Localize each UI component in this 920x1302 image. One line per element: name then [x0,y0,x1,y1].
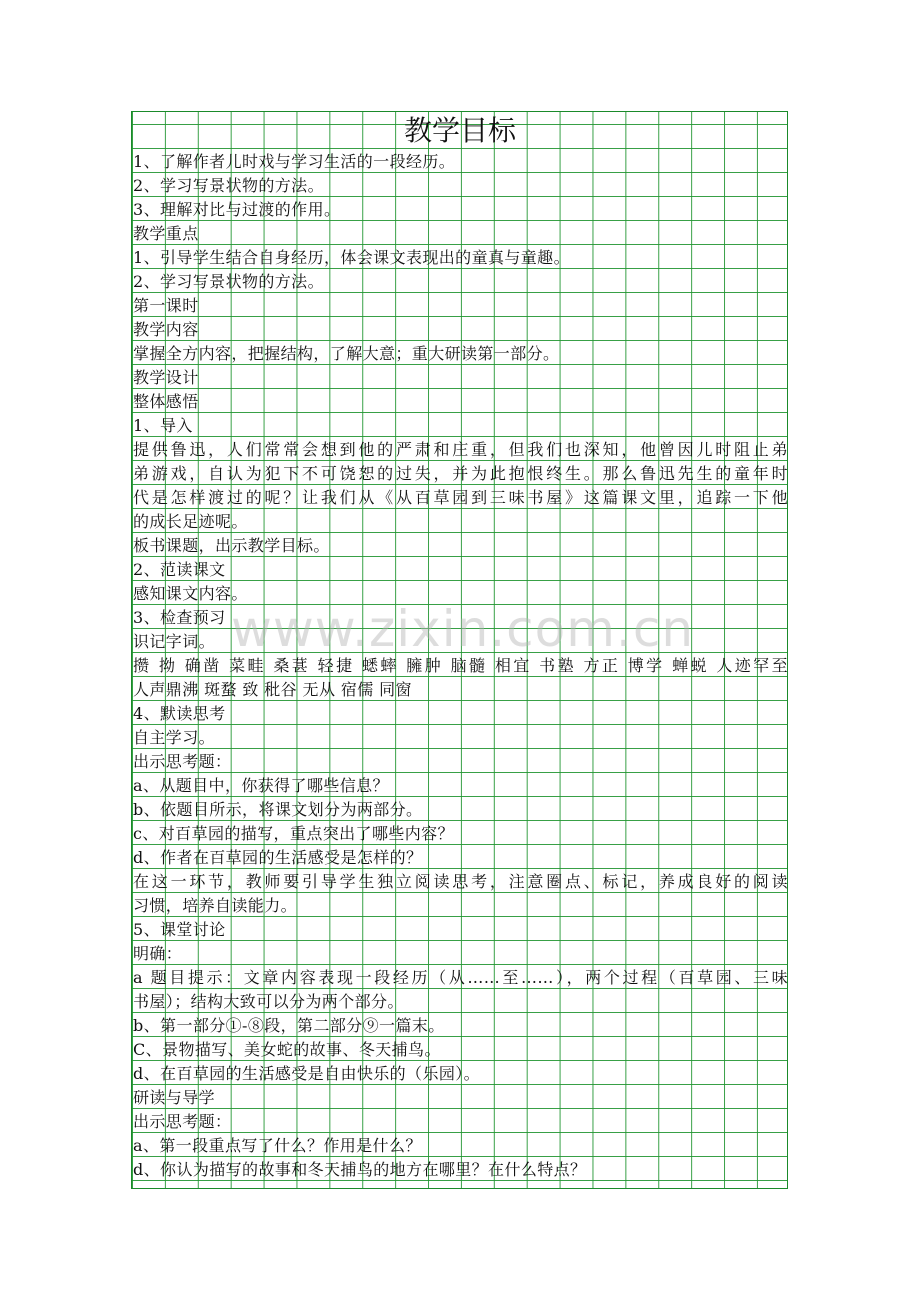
text-line: 感知课文内容。 [133,584,248,603]
text-line: 自主学习。 [133,728,216,747]
text-line: 教学内容 [133,320,199,339]
text-line: b、依题目所示，将课文划分为两部分。 [133,800,423,819]
text-line: 出示思考题： [133,752,232,771]
text-line: 5、课堂讨论 [133,920,226,939]
text-line: 书屋）；结构大致可以分为两个部分。 [133,992,404,1011]
text-line: 教学重点 [133,224,199,243]
text-line: 明确： [133,944,183,963]
document-body [133,150,788,1182]
text-line: a 题目提示：文章内容表现一段经历（从……至……），两个过程（百草园、三味 [133,968,788,987]
text-line: b、第一部分①-⑧段，第二部分⑨一篇末。 [133,1016,445,1035]
text-line: 在这一环节，教师要引导学生独立阅读思考，注意圈点、标记，养成良好的阅读 [133,872,788,891]
text-line: d、作者在百草园的生活感受是怎样的？ [133,848,423,867]
text-line: 2、范读课文 [133,560,226,579]
text-line: 识记字词。 [133,632,216,651]
text-line: 板书课题，出示教学目标。 [133,536,330,555]
text-line: 研读与导学 [133,1088,216,1107]
text-line: 1、导入 [133,416,193,435]
text-line: 的成长足迹呢。 [133,512,248,531]
text-line: 3、检查预习 [133,608,226,627]
text-line: c、对百草园的描写，重点突出了哪些内容？ [133,824,454,843]
text-line: 2、学习写景状物的方法。 [133,272,324,291]
text-line: 提供鲁迅，人们常常会想到他的严肃和庄重，但我们也深知，他曾因儿时阻止弟 [133,440,788,459]
text-line: 弟游戏，自认为犯下不可饶恕的过失，并为此抱恨终生。那么鲁迅先生的童年时 [133,464,788,483]
text-line: 整体感悟 [133,392,199,411]
watermark: www.zixin.com.cn [231,600,695,658]
text-line: 第一课时 [133,296,199,315]
text-line: 掌握全方内容，把握结构，了解大意；重大研读第一部分。 [133,344,560,363]
text-line: 教学设计 [133,368,199,387]
text-line: d、你认为描写的故事和冬天捕鸟的地方在哪里？在什么特点？ [133,1160,587,1179]
text-line: d、在百草园的生活感受是自由快乐的（乐园）。 [133,1064,481,1083]
text-line: 1、了解作者儿时戏与学习生活的一段经历。 [133,152,456,171]
text-line: a、从题目中，你获得了哪些信息？ [133,776,389,795]
text-line: 1、引导学生结合自身经历，体会课文表现出的童真与童趣。 [133,248,570,267]
text-line: 3、理解对比与过渡的作用。 [133,200,341,219]
text-line: 人声鼎沸 斑蝥 致 秕谷 无从 宿儒 同窗 [133,680,412,699]
text-line: 2、学习写景状物的方法。 [133,176,324,195]
text-line: C、景物描写、美女蛇的故事、冬天捕鸟。 [133,1040,441,1059]
text-line: 出示思考题： [133,1112,232,1131]
text-line: 攒 拗 确凿 菜畦 桑葚 轻捷 蟋蟀 臃肿 脑髓 相宜 书塾 方正 博学 蝉蜕 人迹罕至 [133,656,788,675]
page-title: 教学目标 [403,114,516,147]
text-line: 习惯，培养自读能力。 [133,896,298,915]
text-line: a、第一段重点写了什么？作用是什么？ [133,1136,422,1155]
text-line: 代是怎样渡过的呢？让我们从《从百草园到三味书屋》这篇课文里，追踪一下他 [133,488,788,507]
text-line: 4、默读思考 [133,704,226,723]
